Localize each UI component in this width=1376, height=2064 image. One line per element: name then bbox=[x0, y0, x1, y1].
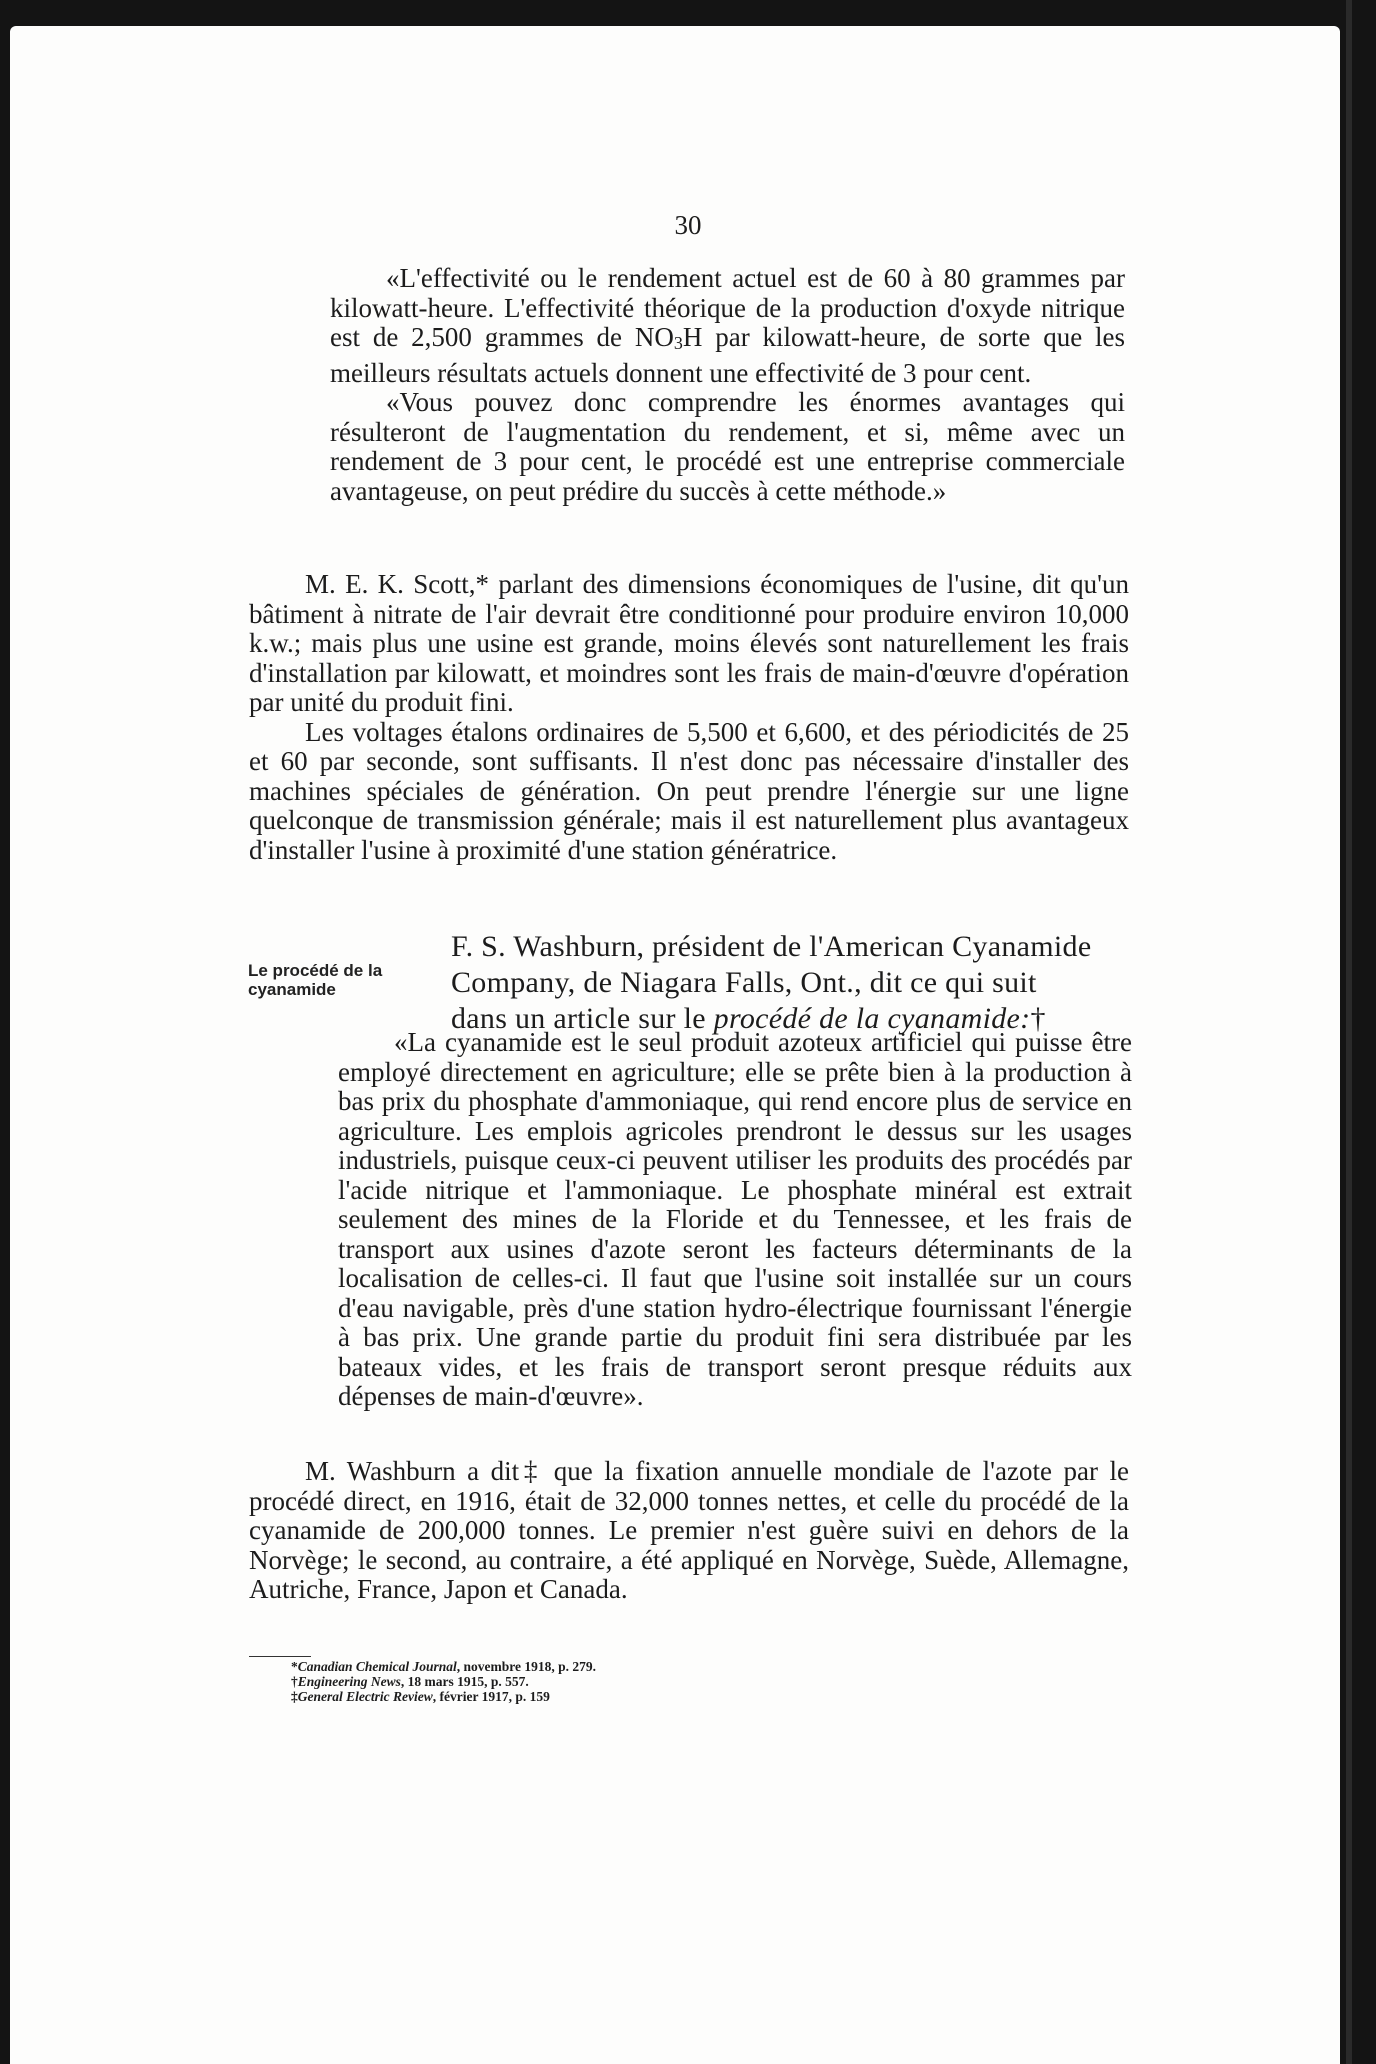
book-spine bbox=[1346, 0, 1352, 2064]
footnote-detail: , novembre 1918, p. 279. bbox=[456, 1659, 597, 1674]
washburn-intro bbox=[451, 929, 1129, 1037]
footnote-detail: , février 1917, p. 159 bbox=[432, 1689, 550, 1704]
quote-cyanamide bbox=[338, 1028, 1132, 1412]
footnote-mark: * bbox=[291, 1659, 298, 1674]
footnote-source: Canadian Chemical Journal bbox=[297, 1659, 457, 1674]
quote1-paragraph-2: «Vous pouvez donc comprendre les énormes avantages qui résulteront de l'augmentation du rendement, et si, même avec un rendement de 3 pour cent, le procédé est une entreprise commerciale avantageuse, on peut prédire du succès à cette méthode.» bbox=[330, 387, 1125, 506]
footnotes bbox=[291, 1659, 596, 1704]
body2-paragraph-2: Les voltages étalons ordinaires de 5,500 et 6,600, et des périodicités de 25 et 60 par seconde, sont suffisants. Il n'est donc pas nécessaire d'installer des machines spéciales de génération. On peut prendre l'énergie sur une ligne quelconque de transmission générale; mais il est naturellement plus avantageux d'installer l'usine à proximité d'une station génératrice. bbox=[249, 716, 1129, 865]
footnote-rule bbox=[249, 1656, 311, 1657]
footnote-mark: ‡ bbox=[291, 1689, 298, 1704]
footnote-1 bbox=[291, 1659, 596, 1674]
margin-note: Le procédé de la cyanamide bbox=[248, 961, 383, 999]
body-washburn-fixation bbox=[249, 1457, 1129, 1605]
washburn-line-3-text: dans un article sur le bbox=[451, 1002, 714, 1035]
body-scott bbox=[249, 570, 1129, 865]
quote1-paragraph-1: «L'effectivité ou le rendement actuel est de 60 à 80 grammes par kilowatt-heure. L'effectivité théorique de la production d'oxyde nitrique est de 2,500 grammes de $NO_3H$ par kilowatt-heure, de sorte que les meilleurs résultats actuels donnent une effectivité de 3 pour cent. bbox=[330, 263, 1126, 388]
page-number: 30 bbox=[674, 210, 702, 240]
washburn-line-3-italic: procédé de la cyanamide: bbox=[713, 1002, 1031, 1035]
washburn-line-2: Company, de Niagara Falls, Ont., dit ce qui suit bbox=[451, 966, 1037, 999]
footnote-source: Engineering News bbox=[297, 1674, 401, 1689]
footnote-detail: , 18 mars 1915, p. 557. bbox=[400, 1674, 529, 1689]
footnote-mark: † bbox=[291, 1674, 298, 1689]
quote2-paragraph: «La cyanamide est le seul produit azoteux artificiel qui puisse être employé directement en agriculture; elle se prête bien à la production à bas prix du phosphate d'ammoniaque, qui rend encore plus de service en agriculture. Les emplois agricoles prendront le dessus sur les usages industriels, puisque ceux-ci peuvent utiliser les produits des procédés par l'acide nitrique et l'ammoniaque. Le phosphate minéral est extrait seulement des mines de la Floride et du Tennessee, et les frais de transport aux usines d'azote seront les facteurs déterminants de la localisation de celles-ci. Il faut que l'usine soit installée sur un cours d'eau navigable, près d'une station hydro-électrique fournissant l'énergie à bas prix. Une grande partie du produit fini sera distribuée par les bateaux vides, et les frais de transport seront presque réduits aux dépenses de main-d'œuvre». bbox=[338, 1027, 1132, 1411]
washburn-line-1: F. S. Washburn, président de l'American Cyanamide bbox=[451, 930, 1092, 963]
footnote-3 bbox=[291, 1689, 596, 1704]
quote-effectivite bbox=[330, 264, 1125, 506]
footnote-2 bbox=[291, 1674, 596, 1689]
body2-paragraph-1: M. E. K. Scott,* parlant des dimensions économiques de l'usine, dit qu'un bâtiment à nitrate de l'air devrait être conditionné pour produire environ 10,000 k.w.; mais plus une usine est grande, moins élevés sont naturellement les frais d'installation par kilowatt, et moindres sont les frais de main-d'œuvre d'opération par unité du produit fini. bbox=[249, 569, 1129, 717]
footnote-ref-dagger: † bbox=[1030, 1002, 1046, 1035]
body3-paragraph: M. Washburn a dit‡ que la fixation annuelle mondiale de l'azote par le procédé direct, en 1916, était de 32,000 tonnes nettes, et celle du procédé de la cyanamide de 200,000 tonnes. Le premier n'est guère suivi en dehors de la Norvège; le second, au contraire, a été appliqué en Norvège, Suède, Allemagne, Autriche, France, Japon et Canada. bbox=[249, 1456, 1129, 1604]
footnote-source: General Electric Review bbox=[297, 1689, 433, 1704]
